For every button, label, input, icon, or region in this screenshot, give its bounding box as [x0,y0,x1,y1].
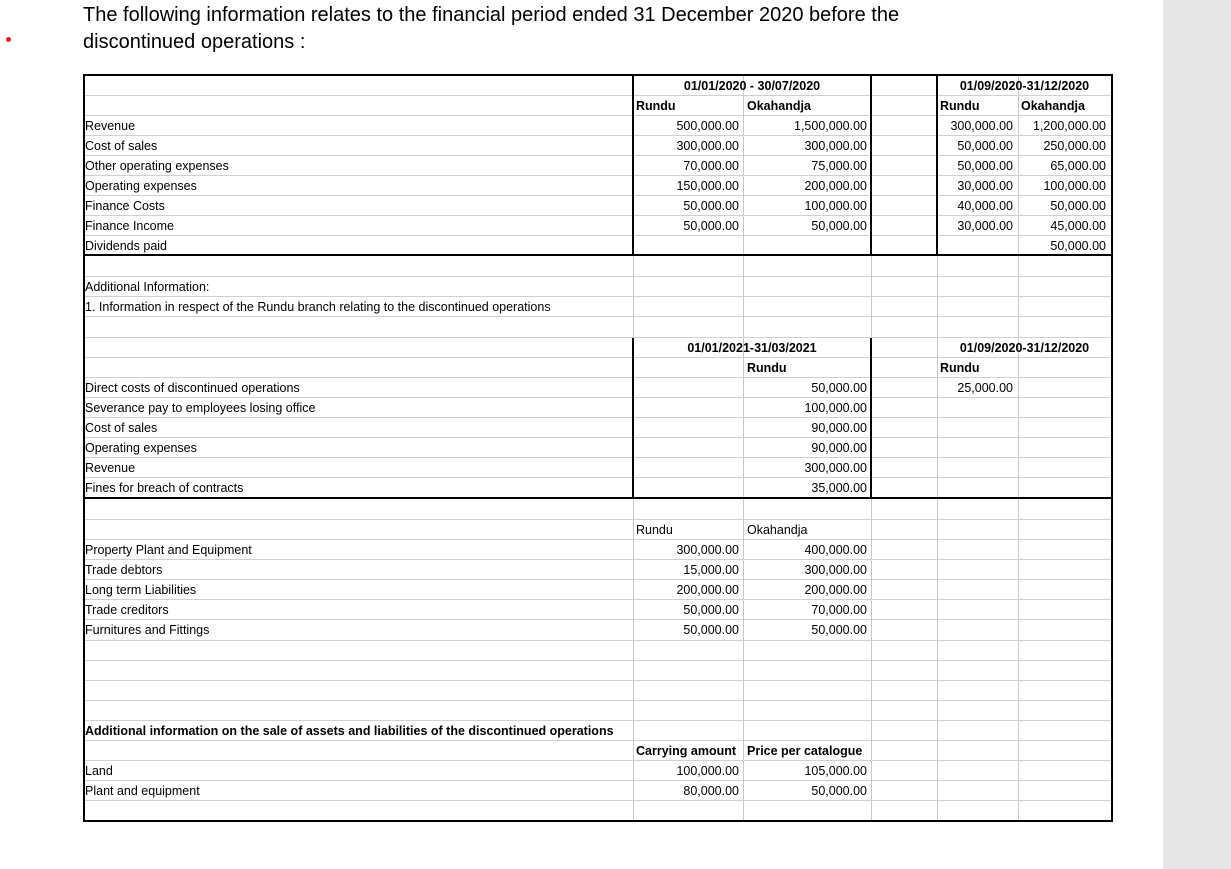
col-rundu-b: Rundu [940,99,980,113]
row-label: Furnitures and Fittings [85,623,210,637]
s2-period-b-value: 25,000.00 [957,381,1013,395]
col-okahandja-a: Okahandja [747,99,811,113]
value-cell [939,236,1013,256]
value-cell: 40,000.00 [957,199,1013,213]
value-cell: 65,000.00 [1050,159,1106,173]
col-carrying-amount: Carrying amount [636,744,737,758]
value-cell: 300,000.00 [804,563,867,577]
bullet-icon [6,37,11,42]
value-cell: 50,000.00 [683,623,739,637]
row-label: Direct costs of discontinued operations [85,381,300,395]
heading-line-2: discontinued operations : [83,31,306,53]
row-label: Finance Income [85,219,174,233]
value-cell: 400,000.00 [804,543,867,557]
value-cell: 50,000.00 [811,381,867,395]
row-label: Plant and equipment [85,784,200,798]
row-label: Property Plant and Equipment [85,543,252,557]
col-okahandja-b: Okahandja [1021,99,1085,113]
value-cell: 300,000.00 [804,461,867,475]
value-cell: 70,000.00 [683,159,739,173]
value-cell: 50,000.00 [1050,199,1106,213]
additional-info-title: Additional Information: [85,280,210,294]
row-label: Cost of sales [85,139,158,153]
value-cell: 50,000.00 [957,159,1013,173]
value-cell: 200,000.00 [804,583,867,597]
value-cell: 50,000.00 [811,623,867,637]
s3-col-okahandja: Okahandja [747,523,808,537]
period-a-header: 01/01/2020 - 30/07/2020 [683,79,821,93]
sale-info-title: Additional information on the sale of assets and liabilities of the discontinued operations [85,724,614,738]
s3-col-rundu: Rundu [636,523,673,537]
value-cell: 300,000.00 [676,139,739,153]
value-cell: 300,000.00 [676,543,739,557]
additional-info-item-1: 1. Information in respect of the Rundu branch relating to the discontinued operations [85,300,551,314]
row-label: Land [85,764,113,778]
value-cell: 45,000.00 [1050,219,1106,233]
value-cell: 100,000.00 [676,764,739,778]
value-cell: 90,000.00 [811,421,867,435]
value-cell: 30,000.00 [957,219,1013,233]
value-cell: 300,000.00 [804,139,867,153]
s2-period-b-header: 01/09/2020-31/12/2020 [959,341,1090,355]
page-gutter [1163,0,1231,869]
row-label: Revenue [85,461,136,475]
value-cell: 35,000.00 [811,481,867,495]
value-cell: 200,000.00 [676,583,739,597]
row-label: Trade debtors [85,563,163,577]
value-cell: 50,000.00 [683,603,739,617]
row-label: Cost of sales [85,421,158,435]
value-cell: 50,000.00 [811,219,867,233]
value-cell: 1,500,000.00 [794,119,867,133]
value-cell: 500,000.00 [676,119,739,133]
value-cell: 75,000.00 [811,159,867,173]
value-cell: 200,000.00 [804,179,867,193]
row-label: Dividends paid [85,239,167,253]
s2-col-rundu-a: Rundu [747,361,787,375]
page-heading [83,2,983,56]
value-cell: 50,000.00 [1050,239,1106,253]
heading-line-1: The following information relates to the financial period ended 31 December 2020 before the [83,4,900,26]
value-cell: 300,000.00 [950,119,1013,133]
value-cell [635,236,739,256]
col-rundu-a: Rundu [636,99,676,113]
row-label: Finance Costs [85,199,165,213]
value-cell: 80,000.00 [683,784,739,798]
value-cell: 250,000.00 [1043,139,1106,153]
value-cell: 70,000.00 [811,603,867,617]
row-label: Revenue [85,119,136,133]
value-cell: 50,000.00 [957,139,1013,153]
row-label: Severance pay to employees losing office [85,401,316,415]
value-cell: 100,000.00 [804,401,867,415]
value-cell: 150,000.00 [676,179,739,193]
row-label: Fines for breach of contracts [85,481,244,495]
value-cell: 50,000.00 [683,199,739,213]
row-label: Other operating expenses [85,159,229,173]
s2-period-a-header: 01/01/2021-31/03/2021 [687,341,817,355]
value-cell: 105,000.00 [804,764,867,778]
value-cell: 50,000.00 [811,784,867,798]
value-cell: 100,000.00 [1043,179,1106,193]
period-b-header: 01/09/2020-31/12/2020 [959,79,1090,93]
col-price-per-catalogue: Price per catalogue [747,744,863,758]
value-cell: 30,000.00 [957,179,1013,193]
value-cell [745,236,867,256]
value-cell: 1,200,000.00 [1033,119,1106,133]
row-label: Operating expenses [85,441,197,455]
row-label: Trade creditors [85,603,169,617]
value-cell: 15,000.00 [683,563,739,577]
value-cell: 90,000.00 [811,441,867,455]
spreadsheet [83,74,1113,822]
value-cell: 50,000.00 [683,219,739,233]
value-cell: 100,000.00 [804,199,867,213]
s2-col-rundu-b: Rundu [940,361,980,375]
row-label: Long term Liabilities [85,583,197,597]
row-label: Operating expenses [85,179,197,193]
